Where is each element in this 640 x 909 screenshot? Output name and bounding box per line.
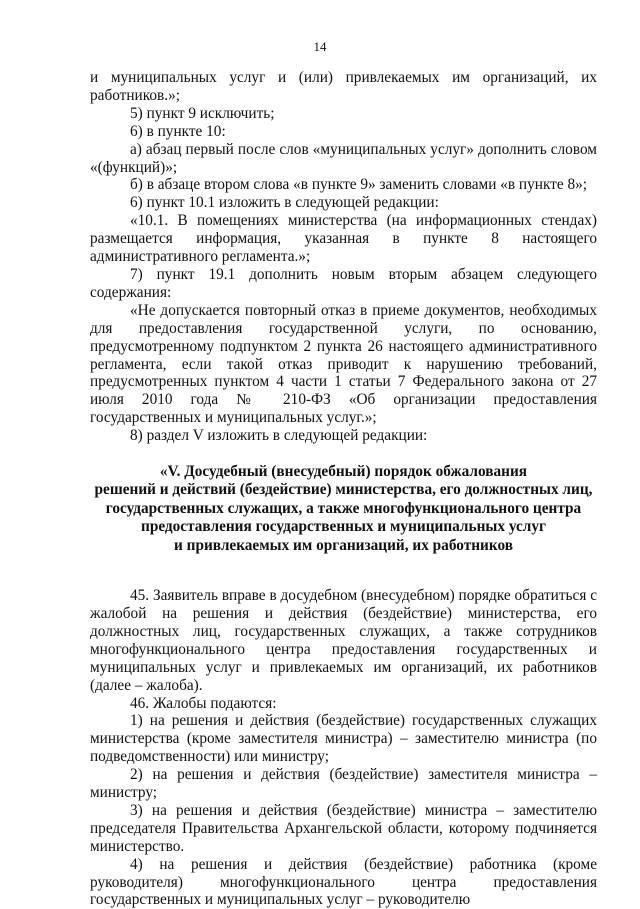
paragraph-46: 46. Жалобы подаются: <box>130 694 277 712</box>
paragraph-subitem-a: а) абзац первый после слов «муниципальных услуг» дополнить словом «(функций)»; <box>90 140 597 176</box>
document-body <box>90 69 597 909</box>
section-heading-line: «V. Досудебный (внесудебный) порядок обжалования <box>159 463 528 481</box>
paragraph-item-8: 8) раздел V изложить в следующей редакции: <box>130 427 428 445</box>
paragraph-46-4: 4) на решения и действия (бездействие) работника (кроме руководителя) многофункционального центра предоставления государственных и муниципальных услуг – руководителю <box>90 855 597 909</box>
paragraph-item-5: 5) пункт 9 исключить; <box>130 104 275 122</box>
section-heading <box>90 463 597 555</box>
paragraph-subitem-b: б) в абзаце втором слова «в пункте 9» заменить словами «в пункте 8»; <box>130 176 588 194</box>
page-number: 14 <box>313 39 327 54</box>
paragraph-45: 45. Заявитель вправе в досудебном (внесудебном) порядке обратиться с жалобой на решения и действия (бездействие) министерства, его должностных лиц, государственных служащих, а также сотрудников многофункционального центра предоставления государственных и муниципальных услуг и привлекаемых им организаций, их работников (далее – жалоба). <box>90 587 597 694</box>
paragraph-item-6: 6) в пункте 10: <box>130 122 226 140</box>
paragraph-item-6-10-1: 6) пункт 10.1 изложить в следующей редакции: <box>130 194 439 212</box>
paragraph-continuation: и муниципальных услуг и (или) привлекаемых им организаций, их работников.»; <box>90 69 597 104</box>
paragraph-item-7: 7) пункт 19.1 дополнить новым вторым абзацем следующего содержания: <box>90 265 597 301</box>
paragraph-46-3: 3) на решения и действия (бездействие) министра – заместителю председателя Правительства Архангельской области, которому подчиняется министерство. <box>90 801 597 855</box>
section-heading-line: государственных служащих, а также многофункционального центра <box>105 499 582 517</box>
paragraph-quote-19-1: «Не допускается повторный отказ в приеме документов, необходимых для предоставления государственной услуги, по основанию, предусмотренному подпунктом 2 пункта 26 настоящего административного регламента, если такой отказ приводит к нарушению требований, предусмотренных пунктом 4 части 1 статьи 7 Федерального закона от 27 июля 2010 года № 210-ФЗ «Об организации предоставления государственных и муниципальных услуг.»; <box>90 301 597 427</box>
section-heading-line: решений и действий (бездействие) министерства, его должностных лиц, <box>94 481 593 499</box>
section-heading-line: и привлекаемых им организаций, их работников <box>174 536 513 554</box>
section-heading-line: предоставления государственных и муниципальных услуг <box>141 518 546 536</box>
paragraph-46-2: 2) на решения и действия (бездействие) заместителя министра – министру; <box>90 766 597 802</box>
paragraph-46-1: 1) на решения и действия (бездействие) государственных служащих министерства (кроме заместителя министра) – заместителю министра (по подведомственности) или министру; <box>90 712 597 766</box>
paragraph-quote-10-1: «10.1. В помещениях министерства (на информационных стендах) размещается информация, указанная в пункте 8 настоящего административного регламента.»; <box>90 212 597 266</box>
